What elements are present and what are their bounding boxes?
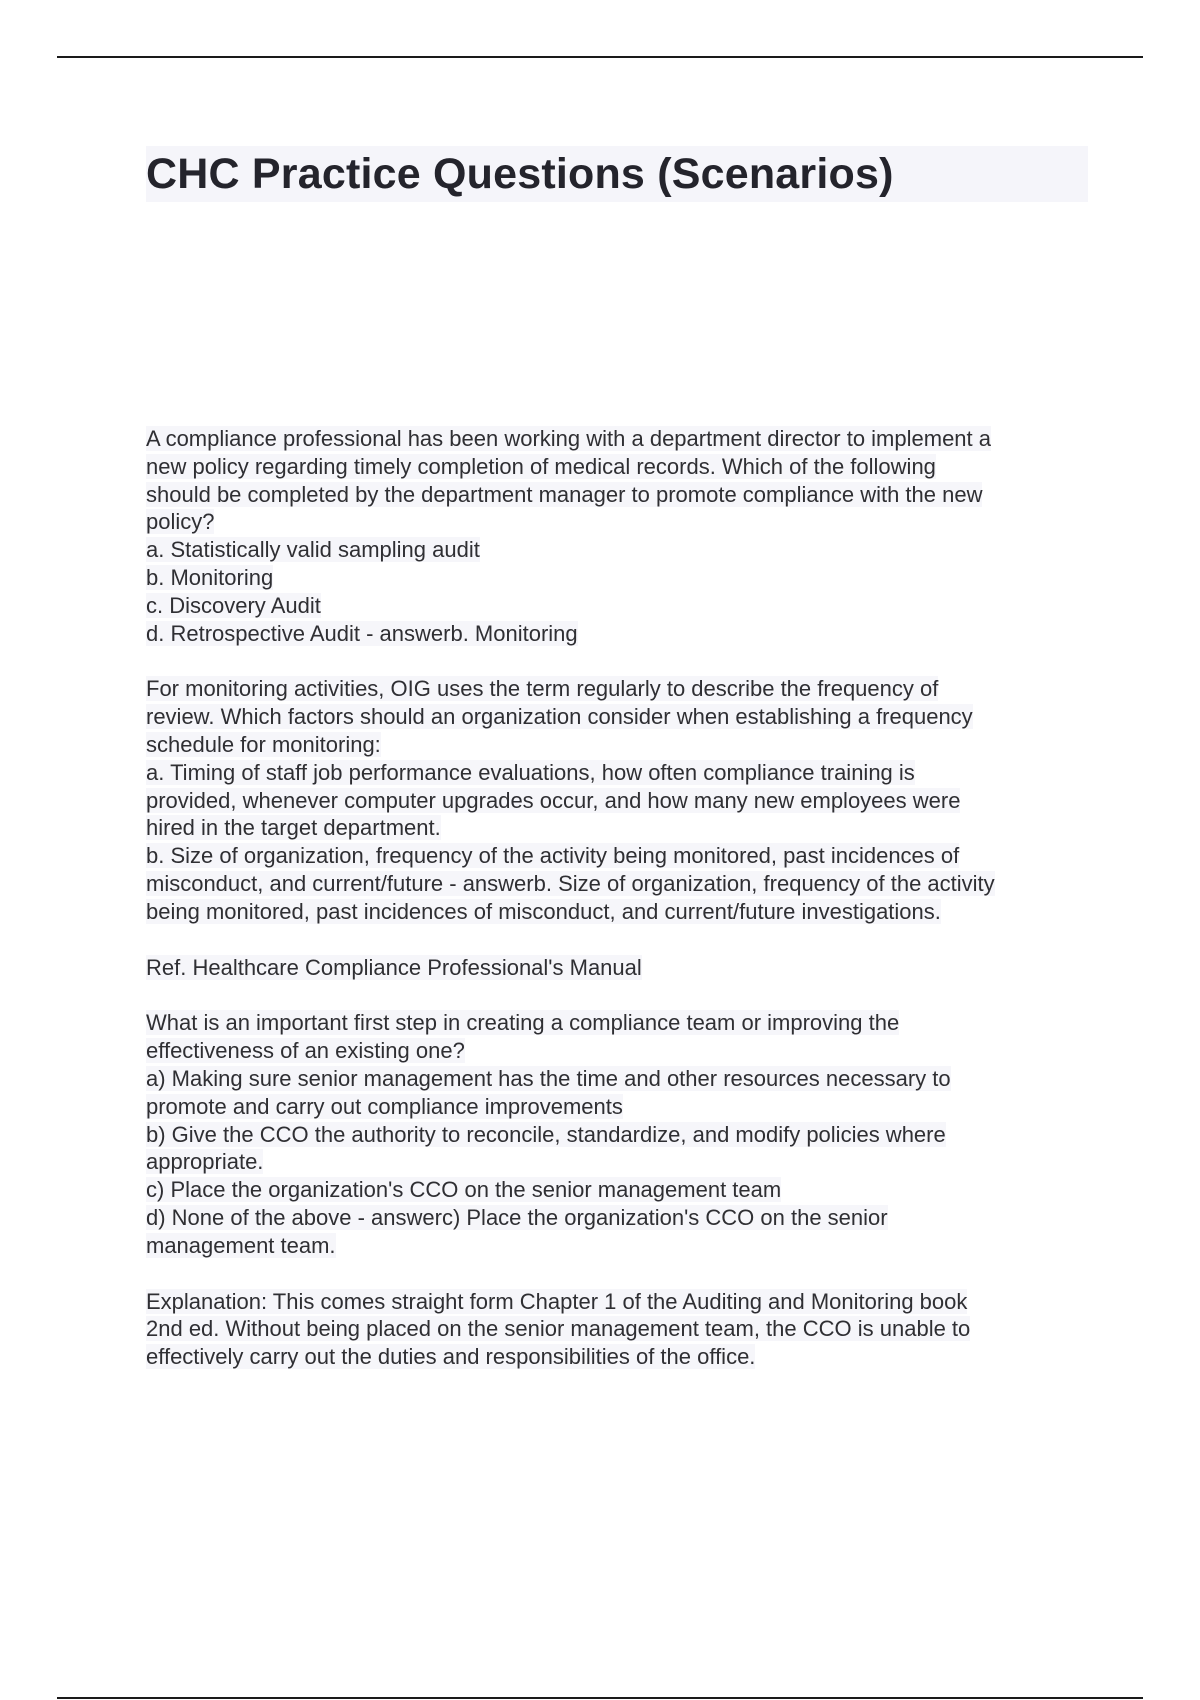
- answer-option: b. Size of organization, frequency of the activity being monitored, past incidences of: [146, 843, 960, 869]
- question-block-1: [146, 425, 1088, 647]
- text-line: misconduct, and current/future - answerb. Size of organization, frequency of the activity: [146, 870, 995, 896]
- answer-option: c. Discovery Audit: [146, 592, 321, 618]
- answer-option: a) Making sure senior management has the time and other resources necessary to: [146, 1065, 951, 1091]
- text-line: 2nd ed. Without being placed on the senior management team, the CCO is unable to: [146, 1316, 971, 1342]
- text-line: appropriate.: [146, 1149, 264, 1175]
- text-line: A compliance professional has been working with a department director to implement a: [146, 426, 992, 451]
- text-line: schedule for monitoring:: [146, 731, 381, 757]
- text-line: policy?: [146, 509, 215, 535]
- text-line: Explanation: This comes straight form Chapter 1 of the Auditing and Monitoring book: [146, 1288, 968, 1314]
- text-line: new policy regarding timely completion of medical records. Which of the following: [146, 453, 936, 479]
- answer-option: a. Statistically valid sampling audit: [146, 537, 480, 563]
- text-line: should be completed by the department manager to promote compliance with the new: [146, 481, 983, 507]
- reference-line: Ref. Healthcare Compliance Professional's Manual: [146, 954, 642, 980]
- text-line: hired in the target department.: [146, 815, 441, 841]
- question-block-3: [146, 1009, 1088, 1259]
- text-line: effectively carry out the duties and responsibilities of the office.: [146, 1344, 756, 1370]
- reference-block: [146, 954, 1088, 982]
- text-line: being monitored, past incidences of misconduct, and current/future investigations.: [146, 898, 941, 924]
- answer-option: b. Monitoring: [146, 564, 274, 590]
- document-body: [146, 425, 1088, 1399]
- page-title: CHC Practice Questions (Scenarios): [146, 150, 894, 198]
- question-block-2: [146, 675, 1088, 925]
- text-line: review. Which factors should an organization consider when establishing a frequency: [146, 704, 973, 730]
- explanation-block: [146, 1288, 1088, 1371]
- answer-option: b) Give the CCO the authority to reconcile, standardize, and modify policies where: [146, 1121, 946, 1147]
- bottom-rule: [57, 1697, 1143, 1699]
- text-line: management team.: [146, 1232, 336, 1258]
- answer-option: d) None of the above - answerc) Place the organization's CCO on the senior: [146, 1204, 888, 1230]
- answer-option: a. Timing of staff job performance evaluations, how often compliance training is: [146, 759, 915, 785]
- answer-option: d. Retrospective Audit - answerb. Monitoring: [146, 620, 578, 646]
- text-line: effectiveness of an existing one?: [146, 1038, 465, 1064]
- text-line: For monitoring activities, OIG uses the term regularly to describe the frequency of: [146, 676, 939, 702]
- text-line: What is an important first step in creating a compliance team or improving the: [146, 1010, 900, 1036]
- top-rule: [57, 56, 1143, 58]
- text-line: promote and carry out compliance improvements: [146, 1093, 623, 1119]
- answer-option: c) Place the organization's CCO on the senior management team: [146, 1177, 782, 1203]
- text-line: provided, whenever computer upgrades occur, and how many new employees were: [146, 787, 961, 813]
